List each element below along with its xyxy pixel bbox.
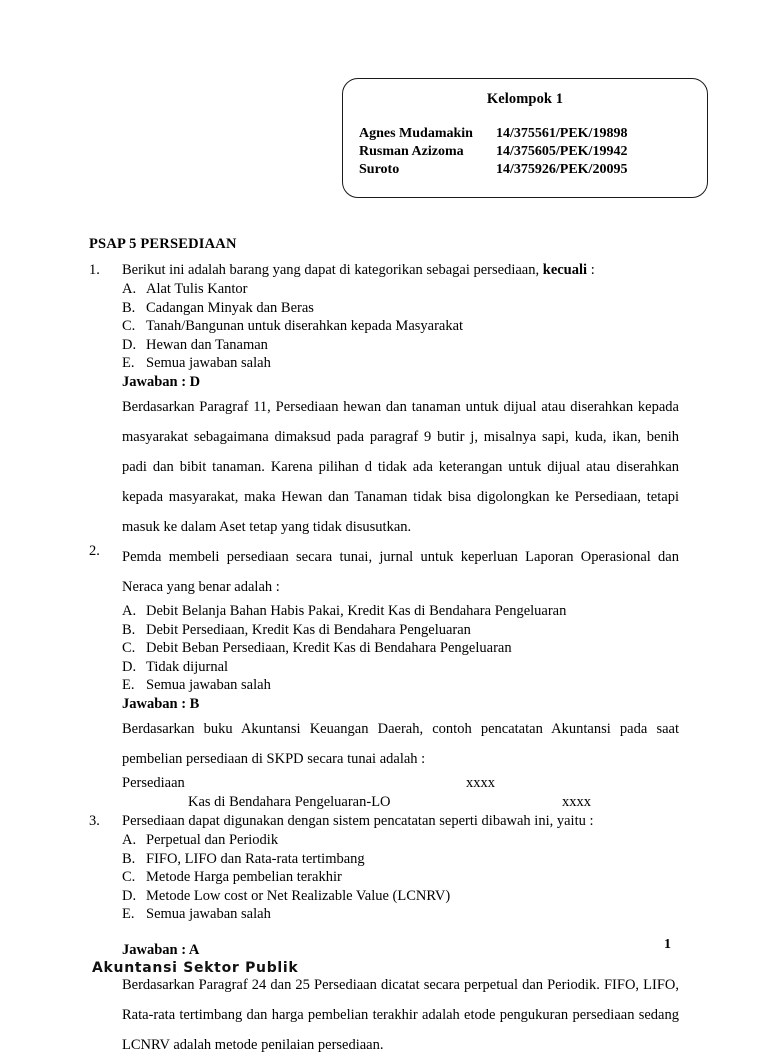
group-member-table	[359, 125, 627, 179]
question-number: 3.	[89, 812, 100, 829]
member-id: 14/375561/PEK/19898	[496, 126, 628, 141]
question-stem-part: Berikut ini adalah barang yang dapat di kategorikan sebagai persediaan,	[122, 262, 543, 278]
journal-account: Kas di Bendahara Pengeluaran-LO	[188, 793, 391, 810]
option-letter: E.	[122, 677, 135, 694]
answer-explanation: Berdasarkan Paragraf 24 dan 25 Persediaan dicatat secara perpetual dan Periodik. FIFO, LIFO, Rata-rata tertimbang dan harga pembelian terakhir adalah etode pengukuran persediaan sedang LCNRV adalah metode penilaian persediaan.	[122, 976, 679, 1053]
option-letter: C.	[122, 869, 136, 886]
option-item	[122, 639, 679, 658]
answer-label: Jawaban : D	[122, 373, 201, 390]
option-text: FIFO, LIFO dan Rata-rata tertimbang	[146, 850, 365, 867]
answer-label: Jawaban : A	[122, 941, 200, 958]
page-title: PSAP 5 PERSEDIAAN	[89, 236, 237, 252]
option-item	[122, 905, 679, 924]
option-item	[122, 621, 679, 640]
question-item-3	[89, 812, 679, 1060]
option-letter: D.	[122, 336, 137, 353]
option-text: Tidak dijurnal	[146, 658, 229, 675]
footer-label: Akuntansi Sektor Publik	[92, 960, 299, 976]
question-stem-emphasis: kecuali	[542, 262, 588, 278]
option-list	[122, 280, 679, 373]
option-item	[122, 299, 679, 318]
option-item	[122, 658, 679, 677]
member-id: 14/375926/PEK/20095	[496, 162, 628, 177]
journal-entry-row	[122, 774, 679, 793]
journal-entry-block	[122, 774, 679, 812]
question-number: 1.	[89, 262, 100, 278]
member-name: Agnes Mudamakin	[359, 126, 473, 141]
table-row	[359, 161, 627, 179]
option-item	[122, 602, 679, 621]
option-text: Hewan dan Tanaman	[146, 336, 268, 353]
option-text: Cadangan Minyak dan Beras	[146, 299, 314, 316]
option-list	[122, 831, 679, 924]
question-stem: Pemda membeli persediaan secara tunai, jurnal untuk keperluan Laporan Operasional dan Neraca yang benar adalah :	[122, 548, 679, 595]
option-letter: D.	[122, 887, 137, 904]
option-item	[122, 850, 679, 869]
option-letter: A.	[122, 602, 137, 619]
option-item	[122, 336, 679, 355]
page-number: 1	[664, 937, 671, 952]
question-item-1	[89, 261, 679, 542]
table-row	[359, 143, 627, 161]
group-info-box	[342, 78, 708, 198]
option-letter: C.	[122, 318, 136, 335]
option-letter: D.	[122, 658, 137, 675]
option-item	[122, 676, 679, 695]
option-text: Metode Harga pembelian terakhir	[146, 869, 342, 886]
journal-entry-row	[122, 793, 679, 812]
option-text: Debit Persediaan, Kredit Kas di Bendahara Pengeluaran	[146, 621, 471, 638]
option-item	[122, 317, 679, 336]
journal-debit-amount: xxxx	[466, 774, 495, 791]
question-number: 2.	[89, 542, 100, 559]
option-letter: B.	[122, 299, 136, 316]
question-stem: Persediaan dapat digunakan dengan sistem pencatatan seperti dibawah ini, yaitu :	[122, 812, 594, 829]
option-text: Metode Low cost or Net Realizable Value (LCNRV)	[146, 887, 451, 904]
member-name: Suroto	[359, 162, 400, 177]
option-letter: A.	[122, 281, 137, 297]
member-name: Rusman Azizoma	[359, 144, 464, 159]
group-title: Kelompok 1	[486, 91, 564, 107]
option-item	[122, 354, 679, 373]
answer-explanation: Berdasarkan buku Akuntansi Keuangan Daerah, contoh pencatatan Akuntansi pada saat pembelian persediaan di SKPD secara tunai adalah :	[122, 720, 679, 767]
option-text: Tanah/Bangunan untuk diserahkan kepada Masyarakat	[146, 318, 464, 335]
option-text: Semua jawaban salah	[146, 355, 271, 372]
table-row	[359, 125, 627, 143]
option-text: Debit Beban Persediaan, Kredit Kas di Bendahara Pengeluaran	[146, 640, 512, 657]
option-text: Semua jawaban salah	[146, 677, 271, 694]
option-letter: C.	[122, 640, 136, 657]
option-letter: E.	[122, 906, 135, 923]
option-text: Alat Tulis Kantor	[146, 281, 248, 297]
member-id: 14/375605/PEK/19942	[496, 144, 628, 159]
option-item	[122, 868, 679, 887]
question-stem-part: :	[587, 262, 595, 278]
option-item	[122, 887, 679, 906]
answer-label: Jawaban : B	[122, 695, 200, 712]
option-item	[122, 280, 679, 299]
option-letter: B.	[122, 850, 136, 867]
option-text: Semua jawaban salah	[146, 906, 271, 923]
option-text: Perpetual dan Periodik	[146, 831, 279, 848]
option-letter: B.	[122, 621, 136, 638]
option-item	[122, 831, 679, 850]
option-letter: A.	[122, 831, 137, 848]
answer-explanation: Berdasarkan Paragraf 11, Persediaan hewan dan tanaman untuk dijual atau diserahkan kepada masyarakat sebagaimana dimaksud pada paragraf 9 butir j, misalnya sapi, kuda, ikan, benih padi dan bibit tanaman. Karena pilihan d tidak ada keterangan untuk dijual atau diserahkan kepada masyarakat, maka Hewan dan Tanaman tidak bisa digolongkan ke Persediaan, tetapi masuk ke dalam Aset tetap yang tidak disusutkan.	[122, 398, 679, 535]
question-stem	[122, 261, 679, 280]
journal-credit-amount: xxxx	[562, 793, 591, 810]
option-list	[122, 602, 679, 695]
document-body	[89, 236, 679, 1060]
option-text: Debit Belanja Bahan Habis Pakai, Kredit Kas di Bendahara Pengeluaran	[146, 602, 567, 619]
journal-account: Persediaan	[122, 774, 185, 791]
option-letter: E.	[122, 355, 135, 372]
question-item-2	[89, 542, 679, 812]
